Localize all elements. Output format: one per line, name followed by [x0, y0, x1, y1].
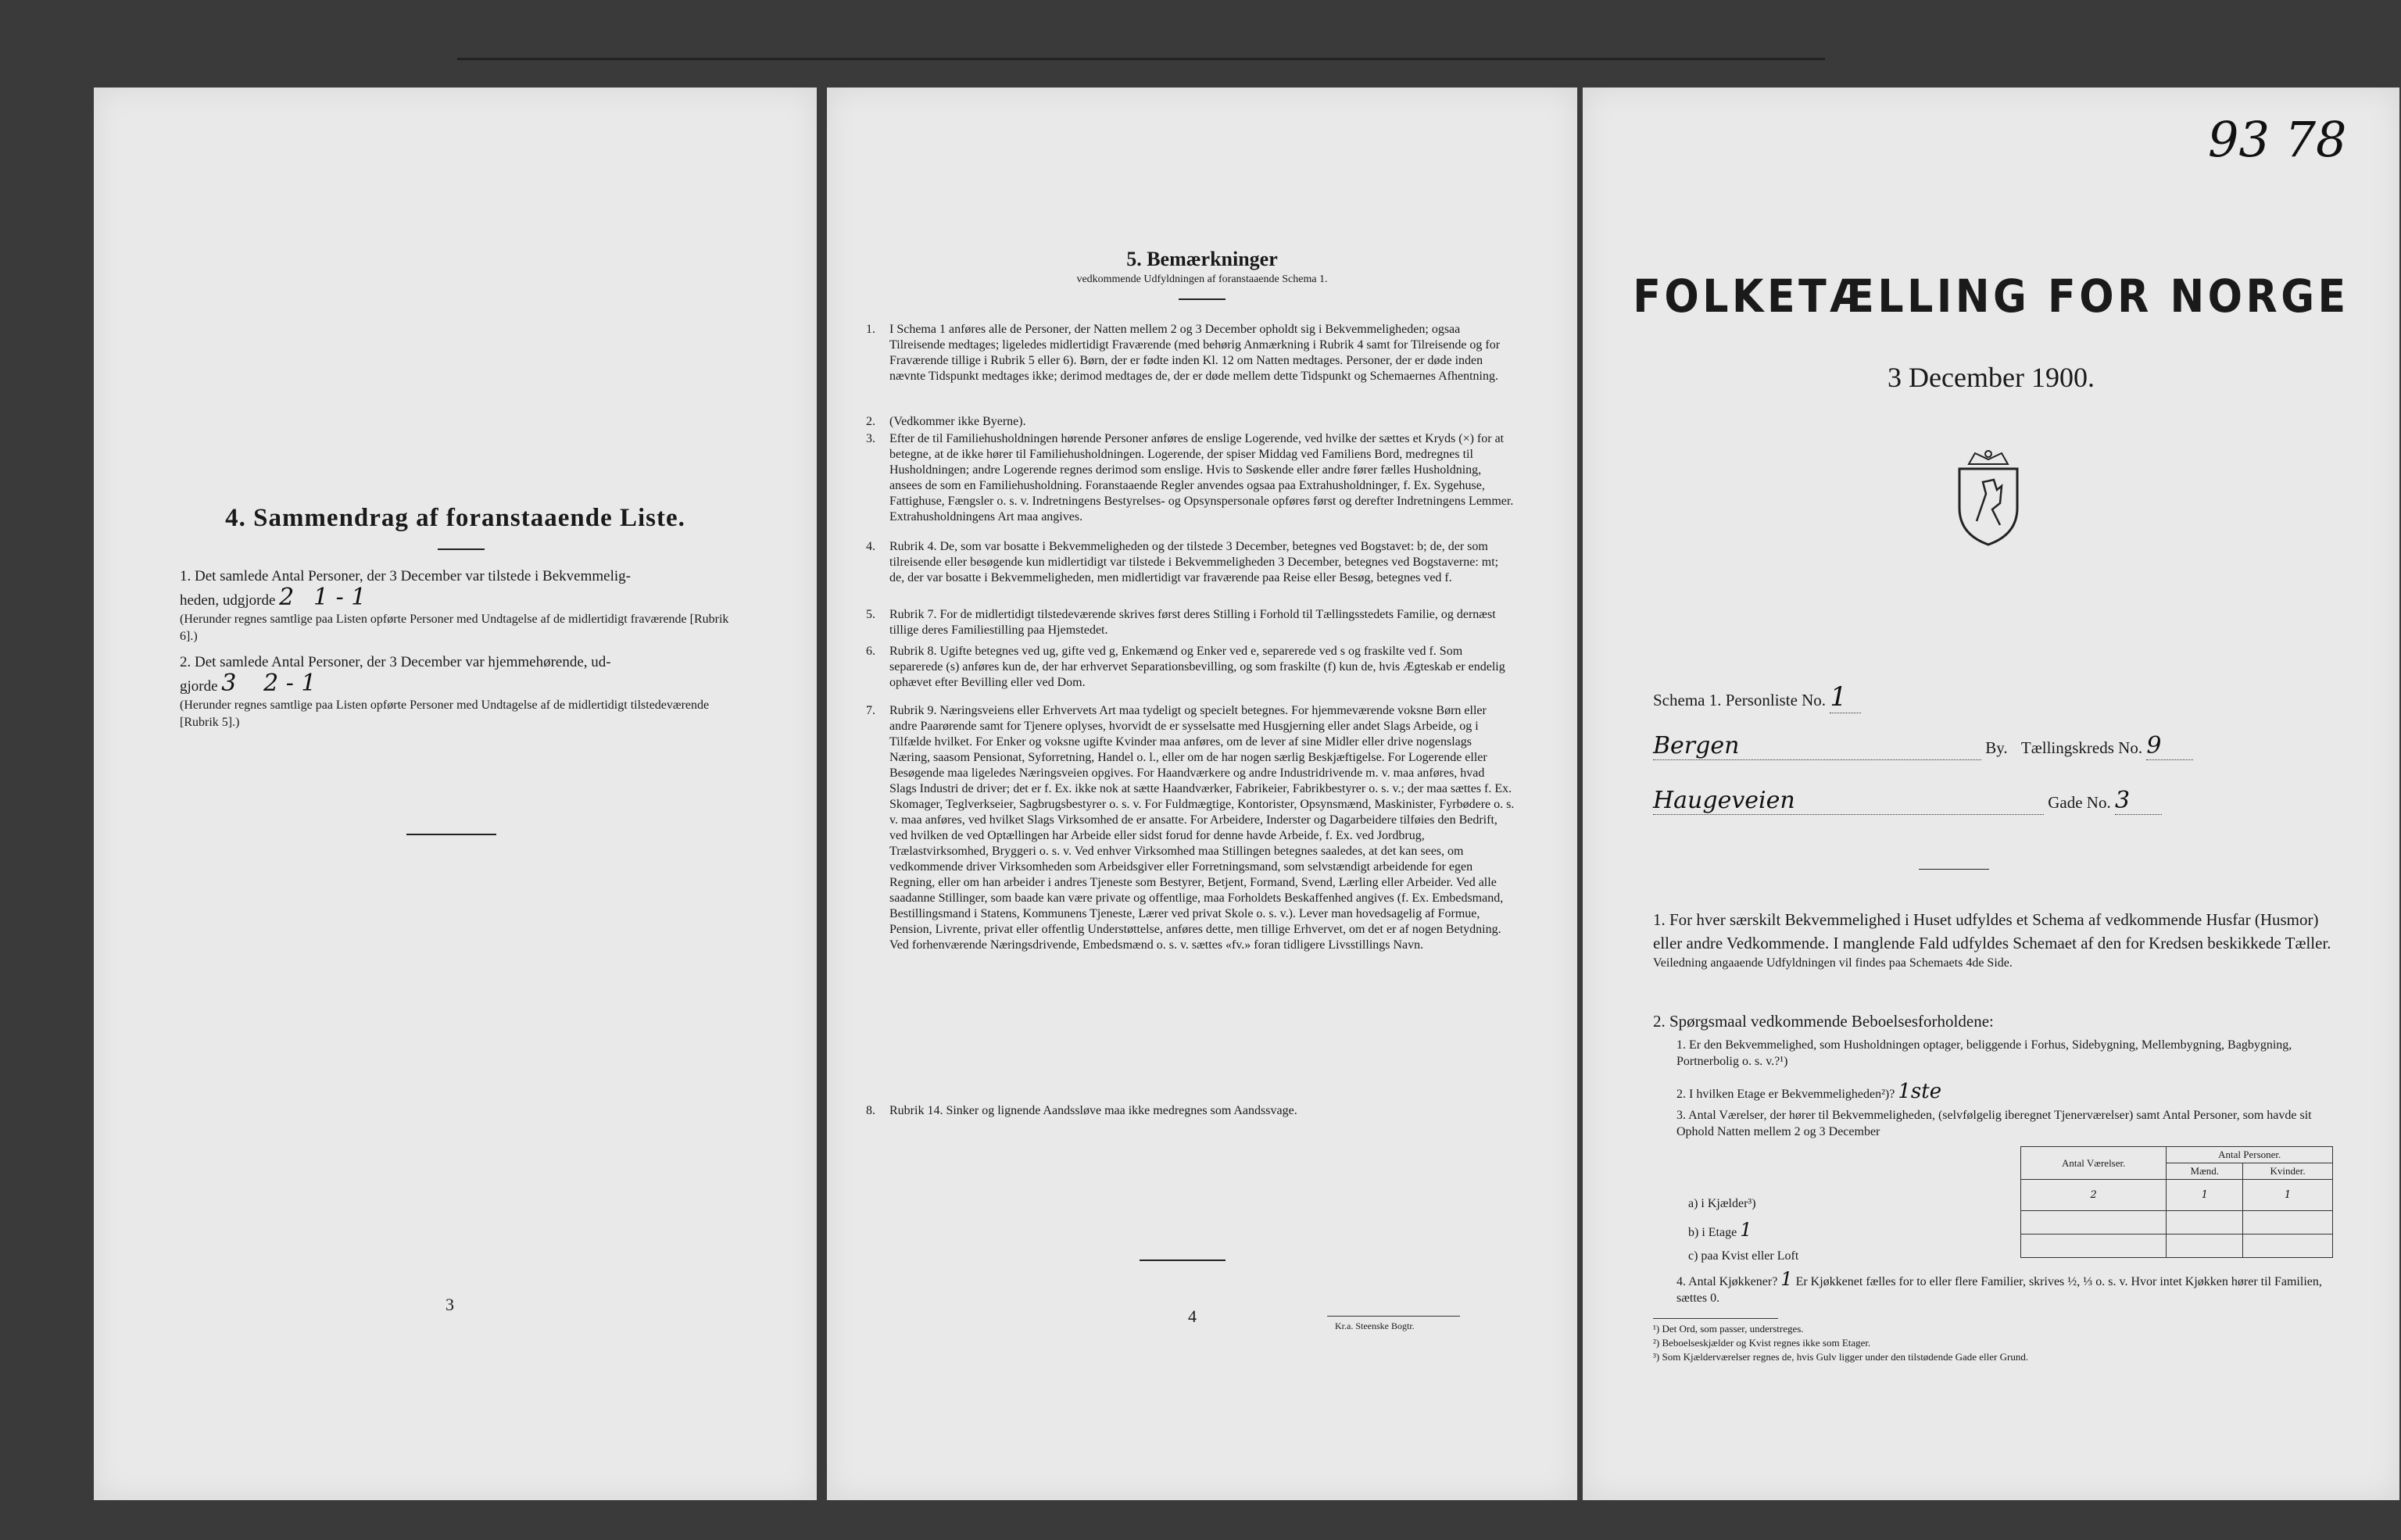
remark-number: 4.	[866, 540, 875, 553]
rooms-cell: 2	[2021, 1180, 2167, 1211]
remark-5	[866, 607, 1515, 638]
remark-text: I Schema 1 anføres alle de Personer, der Natten mellem 2 og 3 December opholdt sig i Bekvemmeligheden; ogsaa Tilreisende medtages; ligeledes midlertidigt Fraværende (med behørig Anmærkning i Rubrik 4 samt for Tilreisende og for Fraværende tillige i Rubrik 5 eller 6). Børn, der er fødte inden Kl. 12 om Natten medtages. Personer, der er døde inden nævnte Tidspunkt medtages ikke; derimod medtages de, der er døde mellem dette Tidspunkt og Schemaernes Afhentning.	[889, 323, 1501, 383]
row-b-handwritten: 1	[1740, 1219, 1752, 1241]
question-4-text: 4. Antal Kjøkkener?	[1676, 1275, 1778, 1288]
handwritten-total: 2	[279, 584, 295, 611]
women-cell: 1	[2243, 1180, 2333, 1211]
col-men: Mænd.	[2167, 1163, 2243, 1180]
remark-text: Rubrik 7. For de midlertidigt tilstedeværende skrives først deres Stilling i Forhold til Tællingsstedets Familie, og dernæst tillige deres Familiestilling paa Hjemstedet.	[889, 608, 1496, 637]
schema-number: 1	[1830, 681, 1861, 713]
instruction-1	[1653, 908, 2341, 971]
question-4-handwritten: 1	[1780, 1268, 1793, 1290]
summary-item-2	[180, 652, 742, 731]
remark-text: (Vedkommer ikke Byerne).	[889, 415, 1026, 428]
rooms-table	[2020, 1146, 2333, 1258]
city-line	[1653, 732, 2325, 760]
kreds-label: Tællingskreds No.	[2020, 738, 2143, 757]
instruction-number: 2.	[1653, 1012, 1666, 1031]
title-rule	[438, 548, 485, 550]
footnote-2: ²) Beboelseskjælder og Kvist regnes ikke som Etager.	[1653, 1337, 1871, 1349]
remark-text: Efter de til Familiehusholdningen hørende Personer anføres de enslige Logerende, ved hvilke der sættes et Kryds (×) for at betegne, at de ikke hører til Familiehusholdningen. Logerende, der spiser Middag ved Familiens Bord, medregnes til Husholdningen; andre Logerende regnes derimod som enslige. Hvis to Søskende eller andre fører fælles Husholdning, ansees de som en Familiehusholdning. Foranstaaende Regler anvendes ogsaa paa Extrahusholdninger, f. Ex. Sygehuse, Fattighuse, Fængsler o. s. v. Indretningens Bestyrelses- og Opsynspersonale opføres først og derefter Indretningens Lemmer. Extrahusholdningens Art maa angives.	[889, 432, 1514, 523]
footnote-rule	[1653, 1318, 1778, 1319]
top-rule	[457, 58, 1825, 60]
handwritten-split: 2 - 1	[263, 670, 317, 697]
col-rooms: Antal Værelser.	[2021, 1147, 2167, 1180]
printer-mark: Kr.a. Steenske Bogtr.	[1335, 1320, 1415, 1331]
title-rule	[1179, 298, 1226, 300]
col-women: Kvinder.	[2243, 1163, 2333, 1180]
footnote-3: ³) Som Kjælderværelser regnes de, hvis Gulv ligger under den tilstødende Gade eller Grund.	[1653, 1351, 2029, 1363]
remark-text: Rubrik 9. Næringsveiens eller Erhvervets Art maa tydeligt og specielt betegnes. For hjemmeværende voksne Børn eller andre Paarørende samt for Tjenere oplyses, hvorvidt de er sysselsatte med Husgjerning eller andet Slags Arbeide, og i Tilfælde hvilket. For Enker og voksne ugifte Kvinder maa anføres, om de lever af sine Midler eller drive nogenslags Næring, saasom Pensionat, Syforretning, Handel o. l., eller om de har nogen særlig Beskjæftigelse. For Logerende eller Besøgende maa ligeledes Næringsveien opgives. For Haandværkere og andre Industridrivende m. v. maa anføres, hvad Slags Industri de driver; det er f. Ex. ikke nok at sætte Haandværker, Fabrikeier, Fabrikbestyrer o. s. v.; der maa sættes f. Ex. Skomager, Teglverkseier, Sagbrugsbestyrer o. s. v. For Fuldmægtige, Kontorister, Opsynsmænd, Maskinister, Fyrbødere o. s. v. maa anføres, ved hvilket Slags Virksomhed de er ansatte. For Arbeidere, Inderster og Dagarbeidere tilføies den Bedrift, ved hvilken de ved Optællingen har Arbeide eller sidst forud for denne havde Arbeide, f. Ex. ved Jordbrug, Trælastvirksomhed, Bryggeri o. s. v. Ved enhver Virksomhed maa Stillingen betegnes saaledes, at det kan sees, om vedkommende driver Virksomheden som Arbeidsgiver eller Forretningsmand, som selvstændigt arbeidende for egen Regning, eller om han arbeider i andres Tjeneste som Bestyrer, Betjent, Formand, Svend, Lærling eller Arbeider. Ved alle saadanne Stillinger, som baade kan være private og offentlige, maa Forholdets Beskaffenhed angives (f. Ex. Embedsmand, Bestillingsmand i Statens, Kommunens Tjeneste, Lærer ved privat Skole o. s. v.). Lever man hovedsagelig af Formue, Pension, Livrente, privat eller offentlig Understøttelse, anføres dette, men tillige Erhvervet, om det er af nogen Betydning. Ved forhenværende Næringsdrivende, Embedsmænd o. s. v. sættes «fv.» foran tidligere Livsstillings Navn.	[889, 704, 1515, 952]
question-2	[1676, 1080, 2341, 1103]
schema-label: Schema 1. Personliste No.	[1653, 691, 1827, 709]
instruction-2	[1653, 1009, 2341, 1033]
remark-number: 7.	[866, 704, 875, 717]
cover-date: 3 December 1900.	[1888, 362, 2095, 393]
gade-label: Gade No.	[2048, 793, 2111, 812]
coat-of-arms-icon	[1945, 447, 2031, 548]
instruction-number: 1.	[1653, 910, 1666, 929]
item-text: Det samlede Antal Personer, der 3 December var hjemmehørende, ud-	[195, 654, 611, 670]
instruction-text: For hver særskilt Bekvemmelighed i Huset udfyldes et Schema af vedkommende Husfar (Husmor) eller andre Vedkommende. I manglende Fald udfyldes Schemaet af den for Kredsen beskikkede Tæller.	[1653, 910, 2331, 952]
question-2-handwritten: 1ste	[1898, 1080, 1942, 1103]
item-note: (Herunder regnes samtlige paa Listen opførte Personer med Undtagelse af de midlertidigt tilstedeværende [Rubrik 5].)	[180, 699, 710, 729]
question-4-text-cont: Er Kjøkkenet fælles for to eller flere Familier, skrives ½, ⅓ o. s. v. Hvor intet Kjøkken hører til Familien, sættes 0.	[1676, 1275, 2322, 1305]
row-b-text: b) i Etage	[1688, 1226, 1737, 1239]
remarks-subtitle: vedkommende Udfyldningen af foranstaaende Schema 1.	[1076, 273, 1328, 285]
end-rule	[1140, 1260, 1226, 1261]
page-summary	[94, 88, 817, 1500]
summary-title: 4. Sammendrag af foranstaaende Liste.	[225, 504, 685, 532]
remark-3	[866, 431, 1515, 525]
remark-1	[866, 322, 1515, 384]
question-3: 3. Antal Værelser, der hører til Bekvemmeligheden, (selvfølgelig iberegnet Tjenerværelser) samt Antal Personer, som havde sit Ophold Natten mellem 2 og 3 December	[1676, 1109, 2312, 1138]
divider	[1919, 869, 1989, 870]
remark-number: 8.	[866, 1104, 875, 1117]
footnotes	[1653, 1322, 2341, 1364]
item-text-cont: heden, udgjorde	[180, 592, 276, 609]
remark-8	[866, 1103, 1515, 1119]
remark-number: 3.	[866, 432, 875, 445]
remark-text: Rubrik 8. Ugifte betegnes ved ug, gifte ved g, Enkemænd og Enker ved e, separerede ved s og fraskilte ved f. Som separerede (s) anføres kun de, der har erhvervet Separationsbevilling, og som fraskilte (f) kun de, hvis Ægteskab er endelig ophævet efter Bevilling eller ved Dom.	[889, 645, 1505, 689]
remark-text: Rubrik 4. De, som var bosatte i Bekvemmeligheden og der tilstede 3 December, betegnes ved Bogstavet: b; de, der som tilreisende eller besøgende kun midlertidigt var tilstede i Bekvemmeligheden 3 December, betegnes ved Bogstaverne: mt; de, der var bosatte i Bekvemmeligheden, men midlertidigt var fraværende paa Reise eller Besøg, betegnes ved f.	[889, 540, 1499, 584]
page-number: 4	[1188, 1306, 1197, 1326]
kreds-number: 9	[2146, 732, 2193, 760]
footnote-1: ¹) Det Ord, som passer, understreges.	[1653, 1323, 1804, 1335]
remark-number: 1.	[866, 323, 875, 336]
question-2-text: 2. I hvilken Etage er Bekvemmeligheden²)?	[1676, 1088, 1895, 1101]
handwritten-total: 3	[221, 670, 237, 697]
remark-text: Rubrik 14. Sinker og lignende Aandssløve maa ikke medregnes som Aandssvage.	[889, 1104, 1297, 1117]
men-cell: 1	[2167, 1180, 2243, 1211]
handwritten-split: 1 - 1	[313, 584, 367, 611]
gade-number: 3	[2115, 787, 2162, 815]
cover-title: FOLKETÆLLING FOR NORGE	[1633, 270, 2349, 323]
item-note: (Herunder regnes samtlige paa Listen opførte Personer med Undtagelse af de midlertidigt fraværende [Rubrik 6].)	[180, 613, 729, 643]
remark-number: 5.	[866, 608, 875, 621]
remark-4	[866, 539, 1515, 586]
item-number: 1.	[180, 568, 191, 584]
archive-mark: 93 78	[2208, 111, 2347, 168]
instruction-note: Veiledning angaaende Udfyldningen vil findes paa Schemaets 4de Side.	[1653, 956, 2013, 970]
schema-line	[1653, 681, 1861, 713]
remark-number: 2.	[866, 415, 875, 428]
summary-item-1	[180, 566, 742, 645]
city-handwritten: Bergen	[1653, 732, 1981, 760]
col-persons: Antal Personer.	[2167, 1147, 2333, 1163]
item-text-cont: gjorde	[180, 678, 218, 695]
instruction-text: Spørgsmaal vedkommende Beboelsesforholdene:	[1669, 1012, 1994, 1031]
row-label-a: a) i Kjælder³)	[1688, 1197, 1756, 1210]
remark-number: 6.	[866, 645, 875, 658]
remarks-title: 5. Bemærkninger	[1126, 248, 1278, 270]
page-cover	[1583, 88, 2399, 1500]
question-1: 1. Er den Bekvemmelighed, som Husholdningen optager, beliggende i Forhus, Sidebygning, Mellembygning, Bagbygning, Portnerbolig o. s. v.?¹)	[1676, 1038, 2292, 1068]
street-handwritten: Haugeveien	[1653, 787, 2044, 815]
row-label-c: c) paa Kvist eller Loft	[1688, 1249, 1799, 1263]
street-line	[1653, 787, 2325, 815]
remark-6	[866, 644, 1515, 691]
question-4	[1676, 1268, 2341, 1306]
printer-rule	[1327, 1316, 1460, 1317]
page-number: 3	[445, 1295, 454, 1314]
row-label-b	[1688, 1219, 1752, 1241]
remark-2	[866, 414, 1515, 430]
by-label: By.	[1985, 738, 2008, 757]
item-text: Det samlede Antal Personer, der 3 December var tilstede i Bekvemmelig-	[195, 568, 631, 584]
page-remarks	[827, 88, 1577, 1500]
remark-7	[866, 703, 1515, 953]
item-number: 2.	[180, 654, 191, 670]
end-rule	[406, 834, 496, 835]
